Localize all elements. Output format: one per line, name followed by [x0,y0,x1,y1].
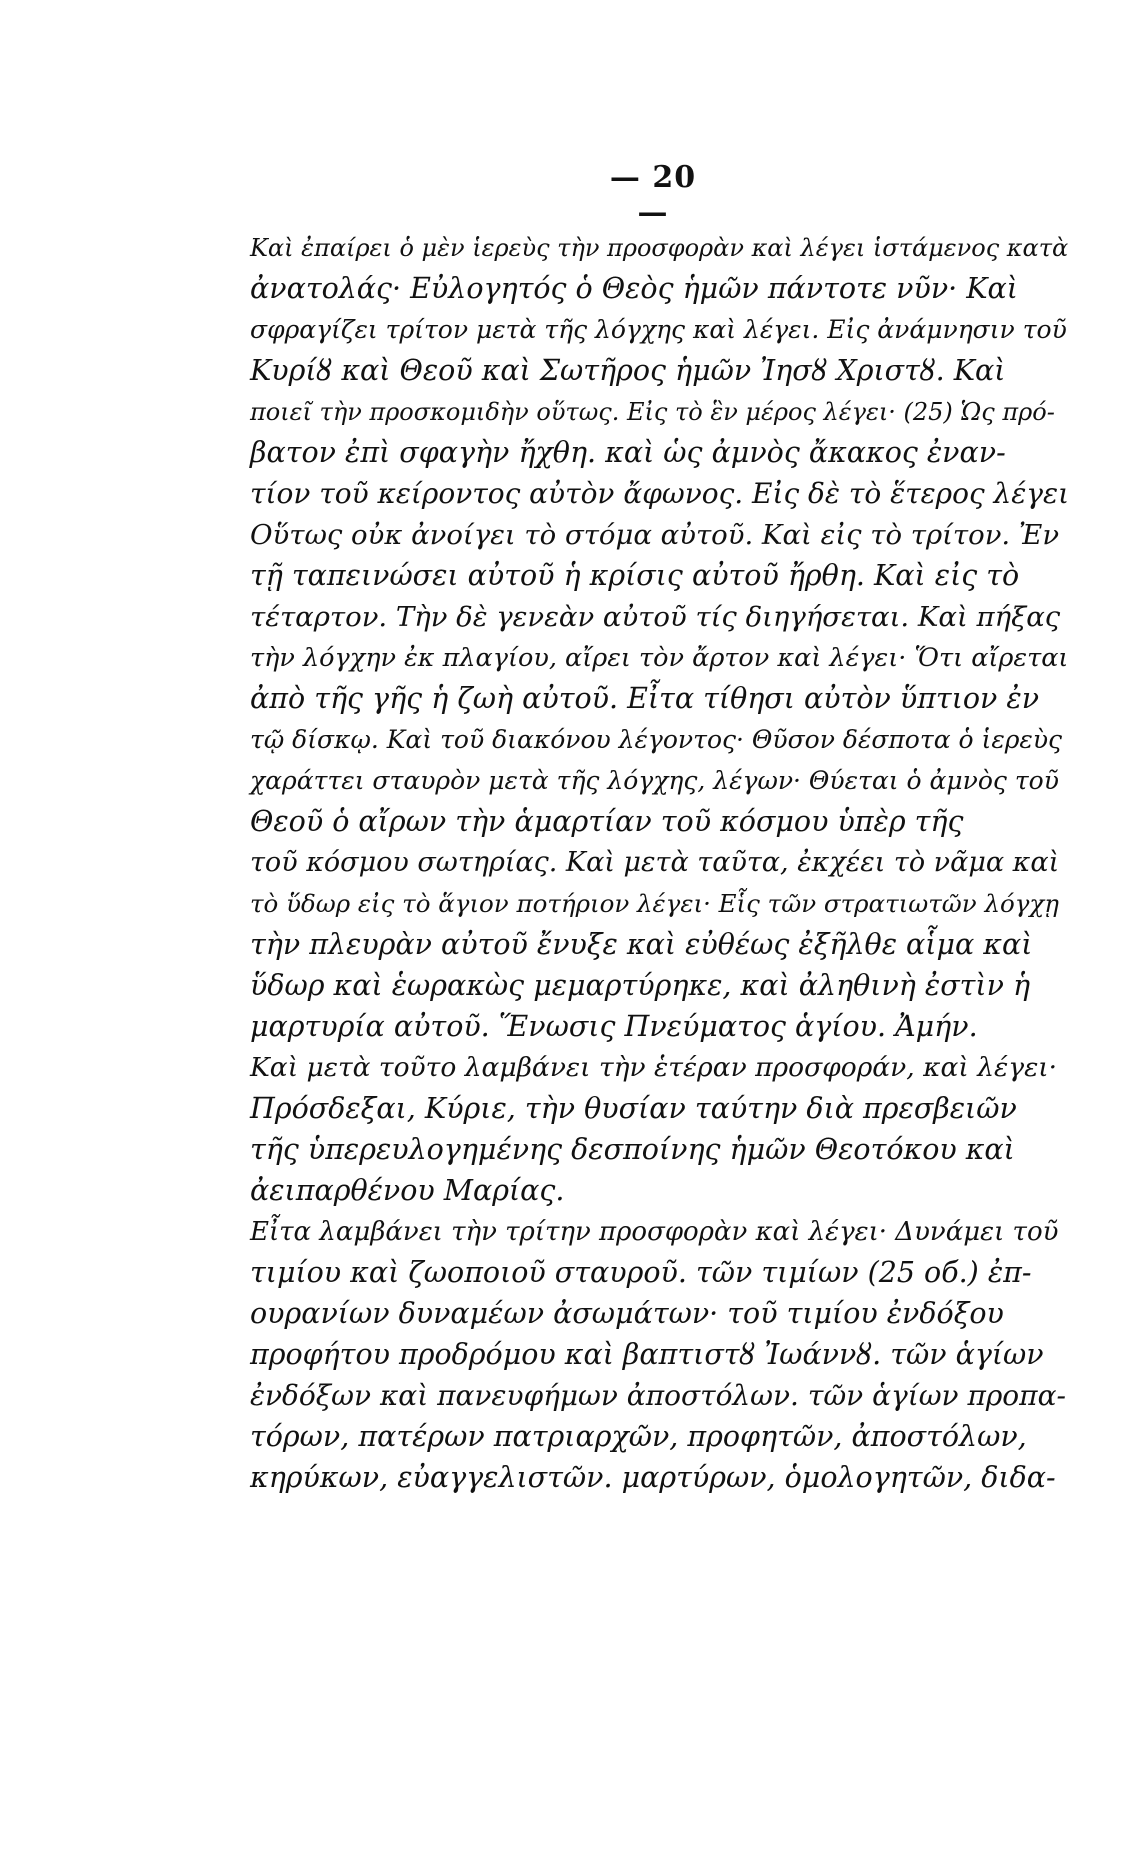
text-line-28: προφήτου προδρόμου καὶ βαπτιστȣ Ἰωάννȣ. τῶν ἁγίων [250,1338,1044,1371]
text-line-30: τόρων, πατέρων πατριαρχῶν, προφητῶν, ἀποστόλων, [250,1420,1027,1453]
text-line-12: ἀπὸ τῆς γῆς ἡ ζωὴ αὐτοῦ. Εἶτα τίθησι αὐτὸν ὕπτιον ἐν [250,682,1040,715]
text-line-13: τῷ δίσκῳ. Καὶ τοῦ διακόνου λέγοντος· Θῦσον δέσποτα ὁ ἱερεὺς [250,725,1063,754]
text-line-27: ουρανίων δυναμέων ἀσωμάτων· τοῦ τιμίου ἐνδόξου [250,1297,1004,1330]
text-line-11: τὴν λόγχην ἐκ πλαγίου, αἴρει τὸν ἄρτον καὶ λέγει· Ὅτι αἴρεται [250,643,1069,673]
text-line-18: τὴν πλευρὰν αὐτοῦ ἔνυξε καὶ εὐθέως ἐξῆλθε αἷμα καὶ [250,928,1033,961]
page-number: — 20 — [609,160,697,230]
text-line-26: τιμίου καὶ ζωοποιοῦ σταυροῦ. τῶν τιμίων (25 οб.) ἐπ- [250,1256,1032,1289]
text-line-25: Εἶτα λαμβάνει τὴν τρίτην προσφορὰν καὶ λέγει· Δυνάμει τοῦ [250,1217,1059,1247]
text-line-14: χαράττει σταυρὸν μετὰ τῆς λόγχης, λέγων· Θύεται ὁ ἀμνὸς τοῦ [250,766,1059,795]
text-line-15: Θεοῦ ὁ αἴρων τὴν ἁμαρτίαν τοῦ κόσμου ὑπὲρ τῆς [250,805,964,838]
text-line-10: τέταρτον. Τὴν δὲ γενεὰν αὐτοῦ τίς διηγήσεται. Καὶ πήξας [250,601,1061,633]
text-line-8: Οὕτως οὐκ ἀνοίγει τὸ στόμα αὐτοῦ. Καὶ εἰς τὸ τρίτον. Ἐν [250,519,1060,551]
text-line-23: τῆς ὑπερευλογημένης δεσποίνης ἡμῶν Θεοτόκου καὶ [250,1133,1015,1166]
text-line-19: ὕδωρ καὶ ἑωρακὼς μεμαρτύρηκε, καὶ ἀληθινὴ ἐστὶν ἡ [250,969,1031,1002]
text-line-17: τὸ ὕδωρ εἰς τὸ ἅγιον ποτήριον λέγει· Εἷς τῶν στρατιωτῶν λόγχῃ [250,889,1059,918]
text-line-2: ἀνατολάς· Εὐλογητός ὁ Θεὸς ἡμῶν πάντοτε νῦν· Καὶ [250,272,1018,305]
text-line-7: τίον τοῦ κείροντος αὐτὸν ἄφωνος. Εἰς δὲ τὸ ἕτερος λέγει [250,477,1070,510]
text-line-20: μαρτυρία αὐτοῦ. Ἕνωσις Πνεύματος ἁγίου. Ἀμήν. [250,1010,978,1043]
text-line-31: κηρύκων, εὐαγγελιστῶν. μαρτύρων, ὁμολογητῶν, διδα- [250,1461,1056,1494]
text-line-9: τῇ ταπεινώσει αὐτοῦ ἡ κρίσις αὐτοῦ ἤρθη. Καὶ εἰς τὸ [250,559,1020,592]
text-line-4: Κυρίȣ καὶ Θεοῦ καὶ Σωτῆρος ἡμῶν Ἰησȣ Χριστȣ. Καὶ [250,354,1006,387]
text-line-6: βατον ἐπὶ σφαγὴν ἤχθη. καὶ ὡς ἀμνὸς ἄκακος ἐναν- [250,436,1006,469]
text-line-21: Καὶ μετὰ τοῦτο λαμβάνει τὴν ἑτέραν προσφοράν, καὶ λέγει· [250,1052,1058,1083]
text-line-24: ἀειπαρθένου Μαρίας. [250,1174,565,1207]
text-line-22: Πρόσδεξαι, Κύριε, τὴν θυσίαν ταύτην διὰ πρεσβειῶν [250,1092,1017,1125]
text-line-3: σφραγίζει τρίτον μετὰ τῆς λόγχης καὶ λέγει. Εἰς ἀνάμνησιν τοῦ [250,315,1067,344]
text-line-5: ποιεῖ τὴν προσκομιδὴν οὕτως. Εἰς τὸ ἓν μέρος λέγει· (25) Ὡς πρό- [250,398,1055,426]
text-line-16: τοῦ κόσμου σωτηρίας. Καὶ μετὰ ταῦτα, ἐκχέει τὸ νᾶμα καὶ [250,847,1060,878]
text-line-29: ἐνδόξων καὶ πανευφήμων ἀποστόλων. τῶν ἁγίων προπα- [250,1379,1066,1412]
text-line-1: Καὶ ἐπαίρει ὁ μὲν ἱερεὺς τὴν προσφορὰν καὶ λέγει ἱστάμενος κατὰ [250,234,1069,262]
